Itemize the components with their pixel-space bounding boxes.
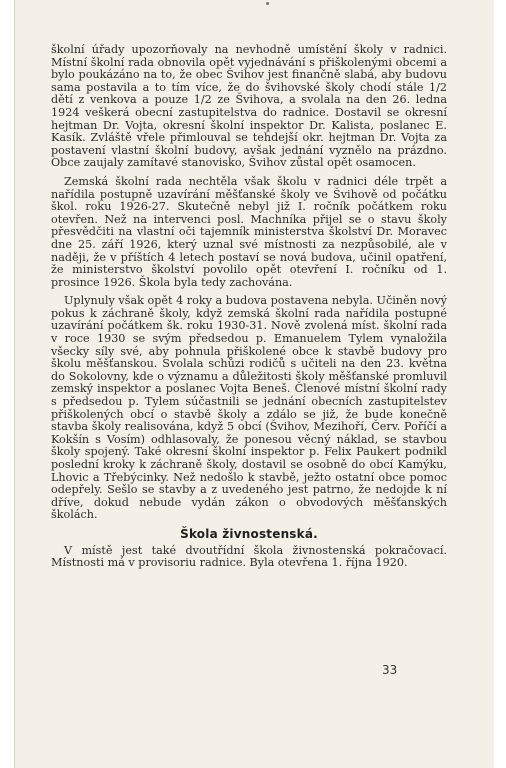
paragraph-trade-school: V místě jest také dvoutřídní škola živnostenská pokračovací. Místnosti má v provisoriu radnice. Byla otevřena 1. října 1920. xyxy=(51,543,447,570)
print-speck xyxy=(266,2,269,5)
paragraph-land-school-board: Zemská školní rada nechtěla však školu v radnici déle trpět a nařídila postupně uzavírání měšťanské školy ve Švihově od počátku škol. roku 1926-27. Skutečně nebyl již I. ročník počátkem roku otevřen. Než na intervenci posl. Machníka přijel se o stavu školy přesvědčiti na vlastní oči tajemník ministerstva školství Dr. Moravec dne 25. září 1926, který uznal své místnosti za nezpůsobilé, ale v naději, že v příštích 4 letech postaví se nová budova, učinil opatření, že ministerstvo školství povolilo opět otevření I. ročníku od 1. prosince 1926. Škola byla tedy zachována. xyxy=(51,174,447,289)
section-heading: Škola živnostenská. xyxy=(180,526,318,541)
page-number: 33 xyxy=(382,663,398,677)
paragraph-school-authorities: školní úřady upozorňovaly na nevhodně umístění školy v radnici. Místní školní rada obnovila opět vyjednávání s přiškolenými obcemi a bylo poukázáno na to, že obec Švihov jest finančně slabá, aby budovu sama postavila a to tím více, že do švihovské školy chodí stále 1/2 dětí z venkova a pouze 1/2 ze Švihova, a svolala na den 26. ledna 1924 veškerá obecní zastupitelstva do radnice. Dostavil se okresní hejtman Dr. Vojta, okresní školní inspektor Dr. Kalista, poslanec E. Kasík. Zvláště vřele přimlouval se tehdejší okr. hejtman Dr. Vojta za postavení vlastní školní budovy, avšak jednání vyznělo na prázdno. Obce zaujaly zamítavé stanovisko, Švihov zůstal opět osamocen. xyxy=(51,43,447,170)
body-text xyxy=(51,44,447,570)
book-page xyxy=(14,0,494,768)
paragraph-four-years: Uplynuly však opět 4 roky a budova postavena nebyla. Učiněn nový pokus k záchraně školy, když zemská školní rada nařídila postupné uzavírání počátkem šk. roku 1930-31. Nově zvolená míst. školní rada v roce 1930 se svým předsedou p. Emanuelem Tylem vynaložila všecky síly své, aby pohnula přiškolené obce k stavbě budovy pro školu měšťanskou. Svolala schůzi rodičů s učiteli na den 23. května do Sokolovny, kde o významu a důležitosti školy měšťanské promluvil zemský inspektor a poslanec Vojta Beneš. Členové místní školní rady s předsedou p. Tylem súčastnili se jednání obecních zastupitelstev přiškolených obcí o stavbě školy a zdálo se již, že bude konečně stavba školy realisována, když 5 obcí (Švihov, Mezihoří, Červ. Poříčí a Kokšín s Vosím) odhlasovaly, že ponesou věcný náklad, se stavbou školy spojený. Také okresní školní inspektor p. Felix Paukert podnikl poslední kroky k záchraně školy, dostavil se osobně do obcí Kamýku, Lhovic a Třebýcinky. Než nedošlo k stavbě, ježto ostatní obce pomoc odepřely. Sešlo se stavby a z uvedeného jest patrno, že nedojde k ní dříve, dokud nebude vydán zákon o obvodových měšťanských školách. xyxy=(51,294,447,522)
page-edge xyxy=(14,0,15,768)
